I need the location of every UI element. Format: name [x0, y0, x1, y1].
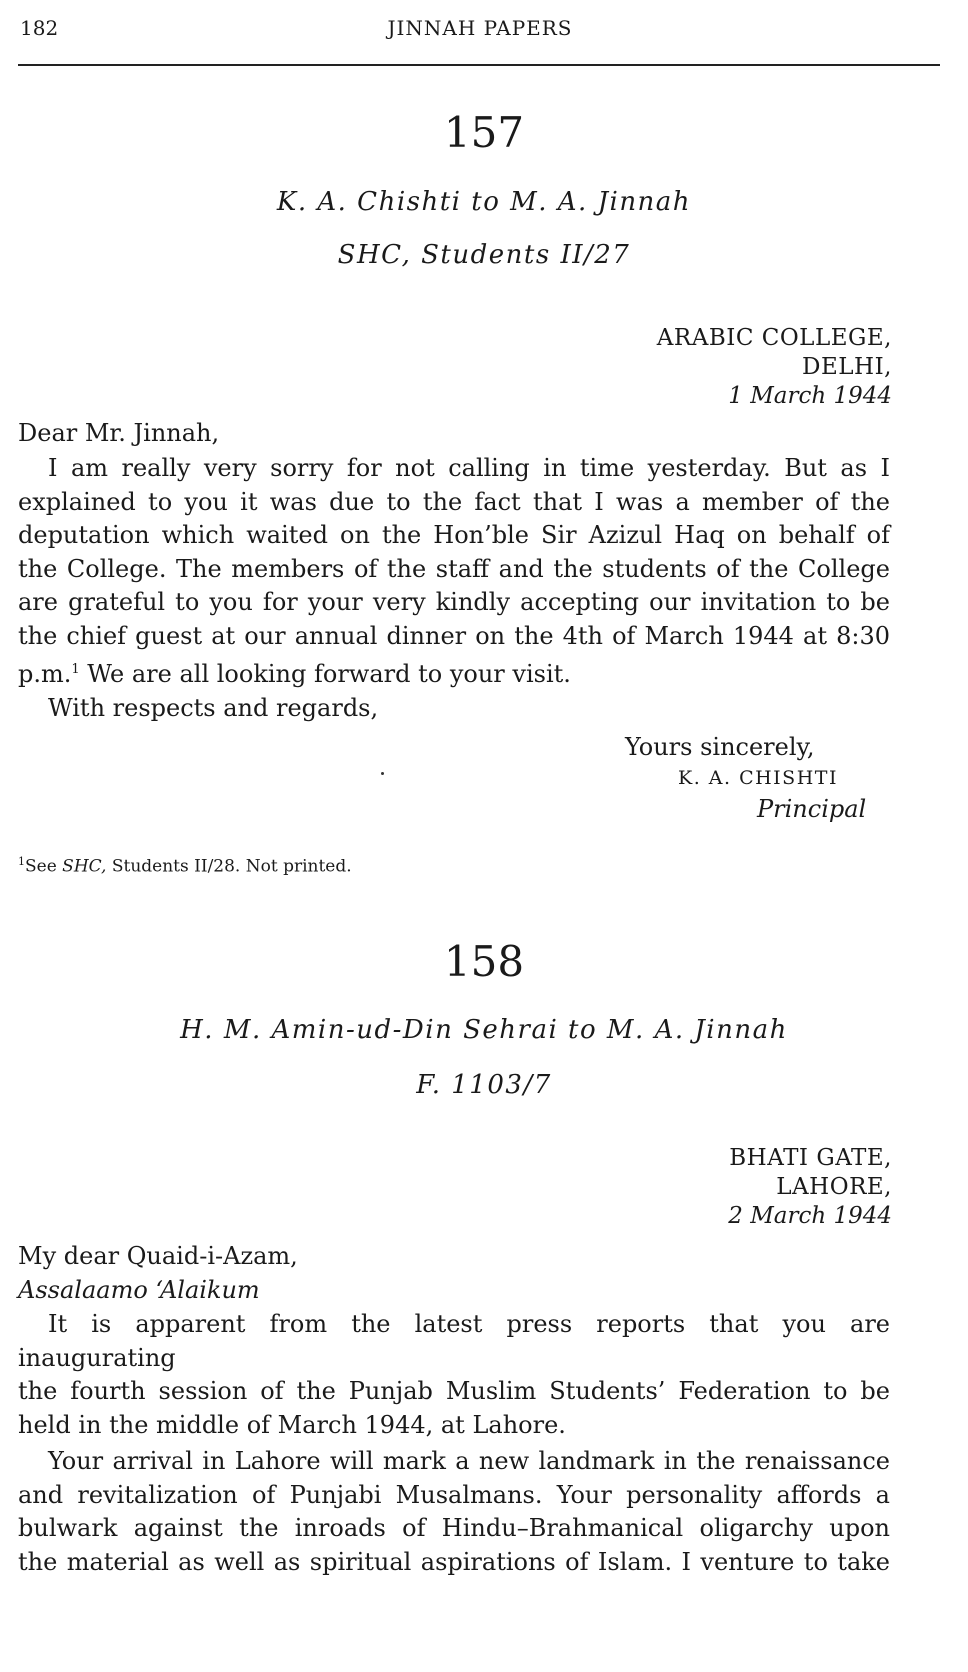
body-line: and revitalization of Punjabi Musalmans. Your personality affords a [18, 1480, 890, 1509]
body-line: the chief guest at our annual dinner on the 4th of March 1944 at 8:30 [18, 621, 890, 650]
body-line: Your arrival in Lahore will mark a new landmark in the renaissance [48, 1447, 890, 1475]
document-title: H. M. Amin-ud-Din Sehrai to M. A. Jinnah [180, 1015, 788, 1045]
body-text: We are all looking forward to your visit. [79, 660, 571, 688]
body-line: the College. The members of the staff and the students of the College [18, 554, 890, 583]
sender-address [728, 1144, 892, 1231]
footnote-text: See [25, 856, 63, 877]
header-rule [18, 64, 940, 66]
footnote-number: 1 [18, 855, 25, 868]
salutation: Dear Mr. Jinnah, [18, 419, 220, 447]
document-number: 157 [443, 108, 525, 157]
body-line: explained to you it was due to the fact that I was a member of the [18, 487, 890, 516]
sender-address [657, 324, 892, 411]
address-line: ARABIC COLLEGE, [656, 325, 892, 351]
document-number: 158 [443, 937, 525, 986]
body-line: I am really very sorry for not calling in time yesterday. But as I [48, 454, 890, 482]
salutation: My dear Quaid-i-Azam, [18, 1242, 298, 1270]
letter-body [18, 452, 890, 725]
page-number: 182 [20, 16, 59, 40]
body-line: the material as well as spiritual aspirations of Islam. I venture to take [18, 1547, 890, 1576]
footnote-source: SHC, [62, 856, 107, 877]
body-text: p.m. [18, 660, 72, 688]
body-line: bulwark against the inroads of Hindu–Brahmanical oligarchy upon [18, 1514, 890, 1542]
body-line: It is apparent from the latest press reports that you are inaugurating [18, 1310, 890, 1372]
signer-name: K. A. CHISHTI [678, 767, 838, 789]
body-line-last [18, 653, 890, 692]
address-line: LAHORE, [776, 1174, 892, 1200]
book-title: JINNAH PAPERS [387, 16, 573, 40]
footnote-text: Students II/28. Not printed. [106, 856, 352, 877]
greeting: Assalaamo ‘Alaikum [18, 1276, 260, 1304]
footnote [18, 855, 352, 877]
letter-body [18, 1308, 890, 1579]
body-line: are grateful to you for your very kindly accepting our invitation to be [18, 588, 890, 616]
signer-role: Principal [757, 795, 867, 823]
address-line: DELHI, [802, 354, 892, 380]
body-line: the fourth session of the Punjab Muslim Students’ Federation to be [18, 1377, 890, 1405]
body-line: deputation which waited on the Hon’ble Sir Azizul Haq on behalf of [18, 521, 890, 549]
document-reference: F. 1103/7 [416, 1070, 552, 1100]
address-line: BHATI GATE, [729, 1145, 892, 1171]
footnote-marker: 1 [71, 662, 80, 677]
letter-date: 2 March 1944 [728, 1203, 892, 1229]
letter-date: 1 March 1944 [728, 383, 892, 409]
print-speck [381, 772, 384, 775]
signoff: Yours sincerely, [625, 733, 815, 761]
document-title: K. A. Chishti to M. A. Jinnah [276, 187, 692, 217]
closing-line: With respects and regards, [48, 693, 379, 722]
running-head [20, 16, 940, 46]
document-reference: SHC, Students II/27 [337, 240, 631, 270]
body-line: held in the middle of March 1944, at Lahore. [18, 1410, 566, 1439]
